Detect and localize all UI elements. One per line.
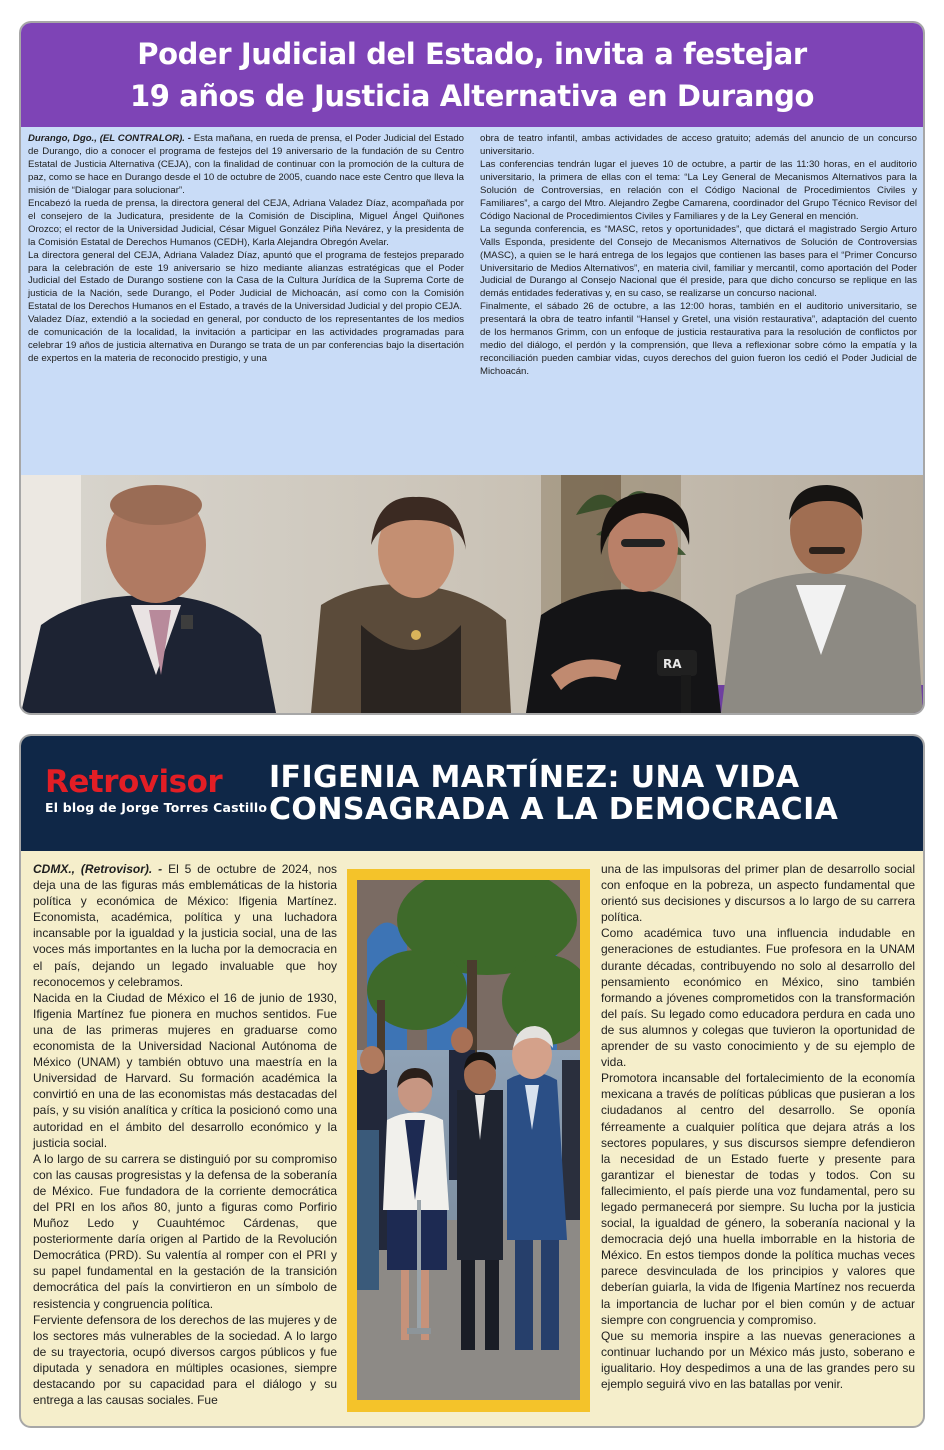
text-column-left	[33, 861, 337, 1408]
ifigenia-martinez-photo	[357, 880, 580, 1400]
article-retrovisor-body	[21, 851, 923, 1426]
article-judicial-headline	[21, 23, 923, 127]
article-judicial-body	[21, 127, 923, 473]
paragraph: CDMX., (Retrovisor). - El 5 de octubre de 2024, nos deja una de las figuras más emblemáticas de la historia política y económica de México: Ifigenia Martínez. Economista, académica, política y una luchadora incansable por la igualdad y la justicia social, una de las voces más importantes en la lucha por la democracia en el país, dejando un legado invaluable que hoy reconocemos y celebramos.	[33, 862, 337, 989]
paragraph: La directora general del CEJA, Adriana Valadez Díaz, apuntó que el programa de festejos preparado para la celebración de este 19 aniversario se hizo mediante alianzas estratégicas que el Poder Judicial del Estado de Durango sostiene con la Casa de la Cultura Jurídica de la Suprema Corte de justicia de la Nación, sede Durango, el Poder Judicial de Michoacán, así como con la Comisión Estatal de los Derechos Humanos en el Estado, a través de la Universidad Judicial y del propio CEJA.	[28, 249, 464, 313]
press-conference-photo	[21, 475, 923, 713]
dateline: Durango, Dgo., (EL CONTRALOR). -	[28, 133, 191, 144]
text-column-right	[601, 861, 915, 1392]
article-retrovisor-headline	[269, 762, 909, 826]
headline-line-2: 19 años de Justicia Alternativa en Durango	[129, 79, 815, 113]
ifigenia-photo-frame	[347, 869, 590, 1412]
paragraph: La segunda conferencia, es “MASC, retos y oportunidades”, que dictará el magistrado Sergio Arturo Valls Esponda, presidente del Consejo de Mecanismos Alternativos de Solución de Controversias (MASC), a quien se le hará entrega de los legajos que contienen las bases para el “Primer Concurso Universitario de Medios Alternativos”, en materia civil, familiar y mercantil, como aportación del Poder Judicial de Durango al Consejo Nacional que él preside, para que dicho concurso se replique en las demás entidades federativas y, en su caso, se realizarse un concurso nacional.	[480, 223, 917, 300]
headline-line-1: IFIGENIA MARTÍNEZ: UNA VIDA	[269, 760, 800, 795]
article-retrovisor	[19, 734, 925, 1428]
paragraph: Como académica tuvo una influencia indudable en generaciones de estudiantes. Fue profesora en la UNAM durante décadas, contribuyendo no solo al desarrollo del pensamiento económico en México, sino también formando a jóvenes comprometidos con la transformación del país. Su legado como educadora perdura en cada uno de sus alumnos y colegas que tuvieron la oportunidad de aprender de su vasto conocimiento y de su ejemplo de vida.	[601, 926, 915, 1070]
paragraph: Encabezó la rueda de prensa, la directora general del CEJA, Adriana Valadez Díaz, acompañada por el consejero de la Judicatura, presidente de la Comisión de Disciplina, Miguel Ángel Quiñones Orozco; el rector de la Universidad Judicial, César Miguel González Piña Nevárez, y la presidenta de la Comisión Estatal de Derechos Humanos (CEDH), Karla Alejandra Obregón Avelar.	[28, 197, 464, 248]
text-column-left	[28, 133, 464, 366]
paragraph: una de las impulsoras del primer plan de desarrollo social con enfoque en la pobreza, un aspecto fundamental que orientó sus decisiones y discursos a lo largo de su carrera política.	[601, 862, 915, 925]
dateline: CDMX., (Retrovisor). -	[33, 862, 163, 876]
headline-line-2: CONSAGRADA A LA DEMOCRACIA	[269, 792, 839, 827]
paragraph: Finalmente, el sábado 26 de octubre, a las 12:00 horas, también en el auditorio universitario, se presentará la obra de teatro infantil “Hansel y Gretel, una visión restaurativa”, adaptación del cuento de los hermanos Grimm, con un enfoque de justicia restaurativa para la resolución de conflictos por medio del diálogo, el perdón y la comprensión, que lleva a reflexionar sobre cómo la empatía y la reconciliación pueden cambiar vidas, cuyos derechos del guion fueron los cedió el Poder Judicial de Michoacán.	[480, 301, 917, 378]
headline-line-1: Poder Judicial del Estado, invita a festejar	[137, 37, 807, 71]
paragraph: Promotora incansable del fortalecimiento de la economía mexicana a través de políticas públicas que pusieran a los ciudadanos al centro del desarrollo. Se oponía férreamente a cualquier política que dejara atrás a los sectores populares, y sus discursos siempre defendieron la necesidad de un Estado fuerte y presente para garantizar el bienestar de todas y todos. Con su fallecimiento, el país pierde una voz fundamental, pero su legado permanecerá por siempre. Su lucha por la justicia social, la igualdad de género, la soberanía nacional y la democracia dejó una huella imborrable en la historia de México. En estos tiempos donde la política muchas veces parece desvinculada de los principios y valores que deberían guiarla, la vida de Ifigenia Martínez nos recuerda la importancia de luchar por el bien común y de actuar siempre con congruencia y compromiso.	[601, 1071, 915, 1327]
text-column-right	[480, 133, 917, 379]
paragraph: Durango, Dgo., (EL CONTRALOR). - Esta mañana, en rueda de prensa, el Poder Judicial del Estado de Durango, dio a conocer el programa de festejos del 19 aniversario de la fundación de su Centro Estatal de Justicia Alternativa (CEJA), con la finalidad de continuar con la promoción de la cultura de paz, como se hace en Durango desde el 10 de octubre de 2005, cuando nace este Centro que lleva la misión de “Dialogar para solucionar”.	[28, 133, 464, 196]
paragraph: Valadez Díaz, extendió a la sociedad en general, por conducto de los representantes de los medios de comunicación de la localidad, la invitación a participar en las actividades programadas para celebrar 19 años de justicia alternativa en Durango se trata de un par conferencias bajo la disertación de expertos en la materia de reconocido prestigio, y una	[28, 314, 464, 365]
paragraph: Que su memoria inspire a las nuevas generaciones a continuar luchando por un México más justo, soberano e igualitario. Hoy despedimos a una de las grandes pero su ejemplo seguirá vivo en las batallas por venir.	[601, 1328, 915, 1391]
article-retrovisor-header	[21, 736, 923, 851]
retrovisor-brand	[45, 764, 267, 815]
brand-subtitle: El blog de Jorge Torres Castillo	[45, 800, 268, 815]
paragraph: Ferviente defensora de los derechos de las mujeres y de los sectores más vulnerables de la sociedad. A lo largo de su trayectoria, ocupó diversos cargos públicos y fue diputada y senadora en múltiples ocasiones, siempre destacando por su capacidad para el diálogo y su entrega a las causas sociales. Fue	[33, 1312, 337, 1408]
article-judicial	[19, 21, 925, 715]
svg-text:RA: RA	[663, 657, 682, 671]
paragraph: obra de teatro infantil, ambas actividades de acceso gratuito; además del anuncio de un concurso universitario.	[480, 133, 917, 157]
paragraph: A lo largo de su carrera se distinguió por su compromiso con las causas progresistas y la defensa de la soberanía de México. Fue fundadora de la corriente democrática del PRI en los años 80, junto a figuras como Porfirio Muñoz Ledo y Cuauhtémoc Cárdenas, que posteriormente daría origen al Partido de la Revolución Democrática (PRD). Su valentía al romper con el PRI y su papel fundamental en la gestación de la transición democrática del país la convirtieron en un símbolo de resistencia y congruencia política.	[33, 1151, 337, 1311]
brand-name: Retrovisor	[45, 764, 223, 800]
paragraph: Nacida en la Ciudad de México el 16 de junio de 1930, Ifigenia Martínez fue pionera en muchos sentidos. Fue una de las primeras mujeres en graduarse como economista de la Universidad Nacional Autónoma de México (UNAM) y también obtuvo una maestría en la Universidad de Harvard. Su formación académica la convirtió en una de las economistas más destacadas del país, y su visión analítica y crítica la posicionó como una autoridad en el ámbito del desarrollo económico y la justicia social.	[33, 990, 337, 1150]
paragraph: Las conferencias tendrán lugar el jueves 10 de octubre, a partir de las 11:30 horas, en el auditorio universitario, la primera de ellas con el tema: “La Ley General de Mecanismos Alternativos para la Solución de Controversias, en relación con el Código Nacional de Procedimientos Civiles y Familiares”, a cargo del Mtro. Alejandro Zegbe Camarena, coordinador del Grupo Técnico Revisor del Código Nacional de Procedimientos Civiles y Familiares y de la Ley General en mención.	[480, 158, 917, 222]
